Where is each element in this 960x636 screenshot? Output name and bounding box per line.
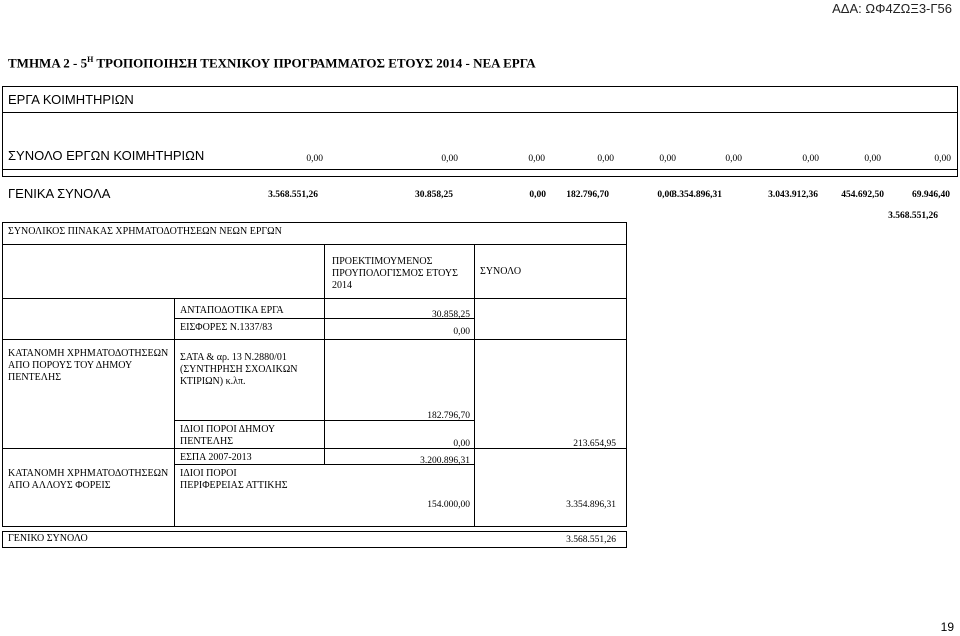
perifereia-label: ΙΔΙΟΙ ΠΟΡΟΙ ΠΕΡΙΦΕΡΕΙΑΣ ΑΤΤΙΚΗΣ: [180, 468, 288, 491]
totals-value: 0,00: [441, 154, 458, 164]
totals-value: 0,00: [306, 154, 323, 164]
totals-value: 0,00: [597, 154, 614, 164]
antapodotika-label: ΑΝΤΑΠΟΔΟΤΙΚΑ ΕΡΓΑ: [180, 305, 284, 316]
totals-value: 0,00: [725, 154, 742, 164]
general-total-value: 30.858,25: [415, 190, 453, 200]
section-title: ΕΡΓΑ ΚΟΙΜΗΤΗΡΙΩΝ: [8, 92, 134, 107]
general-total-value: 454.692,50: [841, 190, 884, 200]
sata-value: 182.796,70: [427, 411, 470, 421]
divider: [2, 169, 958, 170]
totals-row-label: ΣΥΝΟΛΟ ΕΡΓΩΝ ΚΟΙΜΗΤΗΡΙΩΝ: [8, 148, 205, 163]
espa-value: 3.200.896,31: [420, 456, 470, 466]
budget-column-header: ΠΡΟΕΚΤΙΜΟΥΜΕΝΟΣ ΠΡΟΥΠΟΛΟΓΙΣΜΟΣ ΕΤΟΥΣ 2014: [332, 256, 458, 291]
sata-label: ΣΑΤΑ & αρ. 13 Ν.2880/01 (ΣΥΝΤΗΡΗΣΗ ΣΧΟΛΙΚΩΝ ΚΤΙΡΙΩΝ) κ.λπ.: [180, 352, 298, 387]
totals-value: 0,00: [864, 154, 881, 164]
antapodotika-value: 30.858,25: [432, 310, 470, 320]
group1-label: ΚΑΤΑΝΟΜΗ ΧΡΗΜΑΤΟΔΟΤΗΣΕΩΝ ΑΠΟ ΠΟΡΟΥΣ ΤΟΥ ΔΗΜΟΥ ΠΕΝΤΕΛΗΣ: [8, 348, 169, 383]
eisfores-value: 0,00: [453, 327, 470, 337]
group2-label: ΚΑΤΑΝΟΜΗ ΧΡΗΜΑΤΟΔΟΤΗΣΕΩΝ ΑΠΟ ΑΛΛΟΥΣ ΦΟΡΕΙΣ: [8, 468, 169, 491]
page-number: 19: [940, 620, 954, 634]
general-totals-label: ΓΕΝΙΚΑ ΣΥΝΟΛΑ: [8, 186, 111, 201]
espa-label: ΕΣΠΑ 2007-2013: [180, 452, 252, 463]
general-total-value: 3.043.912,36: [768, 190, 818, 200]
grand-total-label: ΓΕΝΙΚΟ ΣΥΝΟΛΟ: [8, 533, 88, 544]
page-title: ΤΜΗΜΑ $2 - 5^H$ ΤΡΟΠΟΠΟΙΗΣΗ ΤΕΧΝΙΚΟΥ ΠΡΟΓΡΑΜΜΑΤΟΣ ΕΤΟΥΣ 2014 - ΝΕΑ ΕΡΓΑ: [8, 55, 536, 71]
eisfores-label: ΕΙΣΦΟΡΕΣ Ν.1337/83: [180, 322, 273, 333]
general-total-below: 3.568.551,26: [888, 211, 938, 221]
general-total-value: 0,00: [529, 190, 546, 200]
document-reference: ΑΔΑ: ΩΦ4ΖΩΞ3-Γ56: [832, 1, 952, 16]
grand-total-value: 3.568.551,26: [566, 535, 616, 545]
group1-total: 213.654,95: [573, 439, 616, 449]
totals-value: 0,00: [934, 154, 951, 164]
row-divider: [2, 339, 627, 340]
column-divider: [474, 244, 475, 527]
idioi-poroi-value: 0,00: [453, 439, 470, 449]
general-total-value: 182.796,70: [566, 190, 609, 200]
column-divider: [174, 298, 175, 527]
totals-value: 0,00: [802, 154, 819, 164]
general-total-value: 69.946,40: [912, 190, 950, 200]
idioi-poroi-label: ΙΔΙΟΙ ΠΟΡΟΙ ΔΗΜΟΥ ΠΕΝΤΕΛΗΣ: [180, 424, 275, 447]
row-divider: [2, 244, 627, 245]
general-total-value: 3.568.551,26: [268, 190, 318, 200]
total-column-header: ΣΥΝΟΛΟ: [480, 266, 522, 277]
group2-total: 3.354.896,31: [566, 500, 616, 510]
summary-title: ΣΥΝΟΛΙΚΟΣ ΠΙΝΑΚΑΣ ΧΡΗΜΑΤΟΔΟΤΗΣΕΩΝ ΝΕΩΝ ΕΡΓΩΝ: [8, 226, 282, 237]
general-total-value: 3.354.896,31: [672, 190, 722, 200]
perifereia-value: 154.000,00: [427, 500, 470, 510]
totals-value: 0,00: [528, 154, 545, 164]
general-total-value: 0,00: [657, 190, 674, 200]
divider: [2, 112, 958, 113]
row-divider: [2, 298, 627, 299]
totals-value: 0,00: [659, 154, 676, 164]
